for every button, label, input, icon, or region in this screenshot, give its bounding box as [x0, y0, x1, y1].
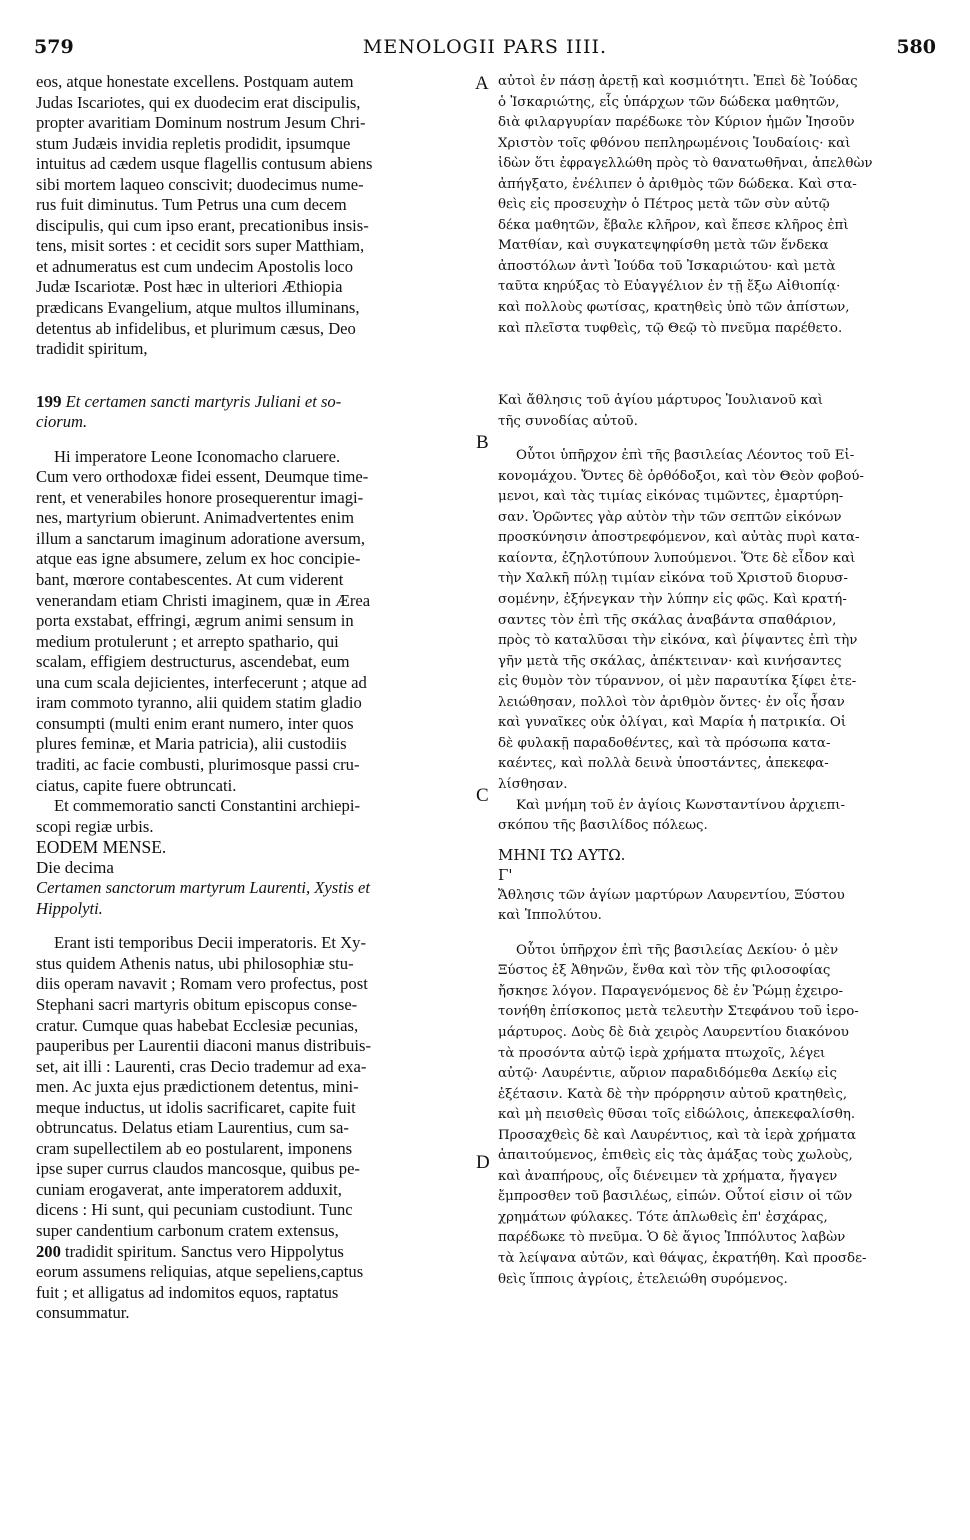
text-line: Οὗτοι ὑπῆρχον ἐπὶ τῆς βασιλείας Λέοντος τοῦ Εἰ-: [516, 448, 855, 464]
text-line: καέντες, καὶ πολλὰ δεινὰ ὑποστάντες, ἀπεκεφα-: [498, 756, 829, 772]
text-line: detentus ab infidelibus, et plurimum cæsus, Deo: [36, 318, 356, 338]
text-line: Ξύστος ἐξ Ἀθηνῶν, ἔνθα καὶ τὸν τῆς φιλοσοφίας: [498, 963, 831, 979]
text-line: ἀπήγξατο, ἐνέλιπεν ὁ ἀριθμὸς τῶν δώδεκα. Καὶ στα-: [498, 176, 857, 192]
text-line: καὶ πλεῖστα τυφθεὶς, τῷ Θεῷ τὸ πνεῦμα παρέθετο.: [498, 320, 843, 336]
running-title: MENOLOGII PARS IIII.: [362, 36, 608, 58]
text-line: ἀποστόλων ἀντὶ Ἰούδα τοῦ Ἰσκαριώτου· καὶ μετὰ: [498, 258, 836, 274]
section-heading: Καὶ ἄθλησις τοῦ ἁγίου μάρτυρος Ἰουλιανοῦ καὶ: [498, 393, 824, 409]
text-line: αὐτῷ· Λαυρέντιε, αὔριον παραδιδόμεθα Δεκίῳ εἰς: [498, 1066, 837, 1082]
text-line: ipse super currus claudos mancosque, quibus pe-: [36, 1159, 360, 1179]
text-line: σομένην, ἐξήνεγκαν τὴν λύπην εἰς φῶς. Καὶ κρατή-: [498, 592, 847, 608]
text-line: τονήθη ἐπίσκοπος μετὰ τελευτὴν Στεφάνου τοῦ ἱερο-: [498, 1004, 859, 1020]
greek-top-paragraph: [498, 72, 936, 339]
text-line: προσκύνησιν ἀποστρεφόμενον, καὶ αὐτὰς πυρὶ κατα-: [498, 530, 860, 546]
greek-laurentius-paragraph: [498, 941, 936, 1290]
section-heading: 199 Et certamen sancti martyris Juliani et so-: [36, 391, 342, 411]
text-line: obtruncatus. Delatus etiam Laurentius, cum sa-: [36, 1118, 349, 1138]
section-heading-cont: ciorum.: [36, 412, 88, 432]
month-heading: ΜΗΝΙ ΤΩ ΑΥΤΩ.: [498, 845, 626, 864]
day-heading: Die decima: [36, 857, 114, 877]
text-line: pauperibus per Laurentii diaconi manus distribuis-: [36, 1036, 372, 1056]
text-line: bant, mœrore contabescentes. At cum viderent: [36, 570, 344, 590]
text-line: una cum scala dejicientes, interfecerunt ; atque ad: [36, 672, 367, 692]
text-line: porta exstabat, effringi, ægrum animi sensum in: [36, 611, 354, 631]
text-line: καὶ γυναῖκες οὐκ ὀλίγαι, καὶ Μαρία ἡ πατρικία. Οἱ: [498, 715, 847, 731]
text-line: καίοντα, ἐζηλοτύπουν λυπούμενοι. Ὅτε δὲ εἶδον καὶ: [498, 550, 856, 566]
margin-marker-b: B: [476, 432, 489, 453]
latin-julian-paragraph: [36, 447, 469, 796]
text-line: δέκα μαθητῶν, ἔβαλε κλῆρον, καὶ ἔπεσε κλῆρος ἐπὶ: [498, 217, 849, 233]
text-line: ὁ Ἰσκαριώτης, εἷς ὑπάρχων τῶν δώδεκα μαθητῶν,: [498, 94, 840, 110]
text-line: ciatus, capite fuere obtruncati.: [36, 775, 237, 795]
text-line: eos, atque honestate excellens. Postquam autem: [36, 72, 354, 91]
text-line: χρημάτων φύλακες. Τότε ἁπλωθεὶς ἐπ' ἐσχάρας,: [498, 1209, 828, 1225]
text-line: scopi regiæ urbis.: [36, 816, 154, 836]
page-header: [34, 36, 936, 62]
text-line: Judæ Iscariotæ. Post hæc in ulteriori Æthiopia: [36, 277, 343, 297]
text-line: μενοι, καὶ τὰς τιμίας εἰκόνας τιμῶντες, ἐμαρτύρη-: [498, 489, 844, 505]
text-line: atque eas igne absumere, zelum ex hoc concipie-: [36, 549, 361, 569]
text-line: τὴν Χαλκῆ πύλῃ τιμίαν εἰκόνα τοῦ Χριστοῦ διορυσ-: [498, 571, 848, 587]
laurentius-heading: Ἄθλησις τῶν ἁγίων μαρτύρων Λαυρεντίου, Ξύστου: [498, 887, 845, 903]
text-line: θεὶς εἰς προσευχὴν ὁ Πέτρος μετὰ τῶν σὺν αὐτῷ: [498, 197, 830, 213]
text-line: cuniam erogaverat, ante imperatorem adduxit,: [36, 1179, 342, 1199]
text-line: meque inductus, ut idolis sacrificaret, capite fuit: [36, 1097, 356, 1117]
text-line: Et commemoratio sancti Constantini archiepi-: [54, 796, 360, 816]
text-line: Καὶ μνήμη τοῦ ἐν ἁγίοις Κωνσταντίνου ἀρχιεπι-: [516, 797, 846, 813]
text-line: 200 tradidit spiritum. Sanctus vero Hippolytus: [36, 1241, 344, 1261]
text-line: rus fuit diminutus. Tum Petrus una cum decem: [36, 195, 347, 215]
text-line: καὶ μὴ πεισθεὶς θῦσαι τοῖς εἰδώλοις, ἀπεκεφαλίσθη.: [498, 1107, 856, 1123]
text-line: men. Ac juxta ejus prædictionem detentus, mini-: [36, 1077, 359, 1097]
text-line: αὐτοὶ ἐν πάσῃ ἀρετῇ καὶ κοσμιότητι. Ἐπεὶ δὲ Ἰούδας: [498, 74, 858, 89]
text-line: παρέδωκε τὸ πνεῦμα. Ὁ δὲ ἅγιος Ἱππόλυτος λαβὼν: [498, 1230, 846, 1246]
text-line: σαν. Ὁρῶντες γὰρ αὐτὸν τὴν τῶν σεπτῶν εἰκόνων: [498, 509, 842, 525]
text-line: γῆν μετὰ τῆς σκάλας, ἀπέκτειναν· καὶ κινήσαντες: [498, 653, 842, 669]
day-heading: Γ': [498, 866, 513, 885]
latin-constantine-paragraph: [36, 796, 469, 837]
text-line: tradidit spiritum,: [36, 339, 148, 359]
text-line: καὶ ἀναπήρους, οἷς διένειμεν τὰ χρήματα, ἤγαγεν: [498, 1168, 838, 1184]
text-line: plures feminæ, et Maria patricia), alii custodiis: [36, 734, 347, 754]
text-line: dicens : Hi sunt, qui pecuniam custodiunt. Tunc: [36, 1200, 353, 1220]
section-heading-cont: τῆς συνοδίας αὐτοῦ.: [498, 413, 638, 429]
text-line: traditi, ac facie combusti, plurimosque passi cru-: [36, 754, 360, 774]
margin-marker-a: A: [475, 73, 489, 94]
text-line: πρὸς τὸ καταλῦσαι τὴν εἰκόνα, καὶ ῥίψαντες ἐπὶ τὴν: [498, 633, 858, 649]
text-line: iram commoto tyranno, alii quidem statim gladio: [36, 693, 362, 713]
text-line: discipulis, qui cum ipso erant, precationibus insis-: [36, 215, 369, 235]
greek-julian-paragraph: [498, 446, 936, 795]
laurentius-heading-cont: Hippolyti.: [36, 898, 103, 918]
text-line: medium protulerunt ; et arrepto spathario, qui: [36, 631, 339, 651]
text-line: Stephani sacri martyris obitum episcopus conse-: [36, 994, 358, 1014]
text-line: consummatur.: [36, 1303, 130, 1323]
text-line: Hi imperatore Leone Iconomacho claruere.: [54, 446, 341, 466]
text-line: eorum assumens reliquias, atque sepeliens,captus: [36, 1262, 364, 1282]
text-line: illum a sanctarum imaginum adoratione aversum,: [36, 528, 366, 548]
text-line: stus quidem Athenis natus, ubi philosophiæ stu-: [36, 953, 354, 973]
text-line: Χριστὸν τοῖς φθόνου πεπληρωμένοις Ἰουδαίοις· καὶ: [498, 135, 851, 151]
text-line: set, ait illi : Laurenti, cras Decio trademur ad exa-: [36, 1056, 367, 1076]
text-line: super candentium carbonum cratem extensus,: [36, 1220, 339, 1240]
text-line: τὰ λείψανα αὐτῶν, καὶ θάψας, ἐκρατήθη. Καὶ προσδε-: [498, 1250, 867, 1266]
text-line: propter avaritiam Dominum nostrum Jesum Chri-: [36, 113, 366, 133]
text-line: Cum vero orthodoxæ fidei essent, Deumque time-: [36, 467, 369, 487]
text-line: fuit ; et alligatus ad indomitos equos, raptatus: [36, 1282, 339, 1302]
text-line: δὲ φυλακῇ παραδοθέντες, καὶ τὰ πρόσωπα κατα-: [498, 735, 831, 751]
latin-top-paragraph: [36, 72, 469, 360]
text-line: tens, misit sortes : et cecidit sors super Matthiam,: [36, 236, 365, 256]
text-line: ἔμπροσθεν τοῦ βασιλέως, εἰπών. Οὗτοί εἰσιν οἱ τῶν: [498, 1189, 853, 1205]
text-line: εἰς θυμὸν τὸν τύραννον, οἱ μὲν παραυτίκα ξίφει ἐτε-: [498, 674, 857, 690]
laurentius-heading-cont: καὶ Ἱππολύτου.: [498, 908, 602, 924]
text-line: διὰ φιλαργυρίαν παρέδωκε τὸν Κύριον ἡμῶν Ἰησοῦν: [498, 115, 855, 131]
text-line: rent, et venerabiles honore prosequerentur imagi-: [36, 487, 364, 507]
text-line: et adnumeratus est cum undecim Apostolis loco: [36, 256, 354, 276]
greek-column: [498, 72, 936, 1290]
text-line: λίσθησαν.: [498, 776, 568, 792]
text-line: μάρτυρος. Δοὺς δὲ διὰ χειρὸς Λαυρεντίου διακόνου: [498, 1024, 849, 1040]
margin-marker-c: C: [476, 785, 489, 806]
text-line: nes, martyrium obierunt. Animadvertentes enim: [36, 508, 354, 528]
text-line: ἤσκησε λόγον. Παραγενόμενος δὲ ἐν Ῥώμῃ ἐχειρο-: [498, 983, 844, 999]
text-line: intuitus ad cædem usque flagellis contusum abiens: [36, 154, 373, 174]
text-line: stum Judæis invidia repletis prodidit, ipsumque: [36, 133, 351, 153]
text-line: ἐξέτασιν. Κατὰ δὲ τὴν πρόρρησιν αὐτοῦ κρατηθεὶς,: [498, 1086, 848, 1102]
text-line: Οὗτοι ὑπῆρχον ἐπὶ τῆς βασιλείας Δεκίου· ὁ μὲν: [516, 942, 839, 958]
text-line: cratur. Cumque quas habebat Ecclesiæ pecunias,: [36, 1015, 359, 1035]
text-line: λειώθησαν, πολλοὶ τὸν ἀριθμὸν ὄντες· ἐν οἷς ἦσαν: [498, 694, 845, 710]
text-line: cram supellectilem ab eo postularent, imponens: [36, 1138, 353, 1158]
text-line: καὶ πολλοὺς φωτίσας, κρατηθεὶς ὑπὸ τῶν ἀπίστων,: [498, 300, 850, 316]
text-line: Προσαχθεὶς δὲ καὶ Λαυρέντιος, καὶ τὰ ἱερὰ χρήματα: [498, 1127, 857, 1143]
text-line: diis operam navavit ; Romam vero profectus, post: [36, 974, 368, 994]
text-line: σκόπου τῆς βασιλίδος πόλεως.: [498, 818, 708, 834]
text-line: ἰδὼν ὅτι ἐφραγελλώθη πρὸς τὸ θανατωθῆναι, ἀπελθὼν: [498, 156, 873, 172]
text-line: θεὶς ἵπποις ἀγρίοις, ἐτελειώθη συρόμενος.: [498, 1271, 788, 1287]
greek-constantine-paragraph: [498, 796, 936, 837]
text-line: Ματθίαν, καὶ συγκατεψηφίσθη μετὰ τῶν ἕνδεκα: [498, 238, 829, 254]
text-line: τὰ προσόντα αὐτῷ ἱερὰ χρήματα πτωχοῖς, λέγει: [498, 1045, 826, 1061]
text-line: consumpti (multi enim erant numero, inter quos: [36, 713, 354, 733]
text-line: ταῦτα κηρύξας τὸ Εὐαγγέλιον ἐν τῇ ἔξω Αἰθιοπίᾳ·: [498, 279, 841, 295]
text-line: σαντες τὸν ἐπὶ τῆς σκάλας ἀναβάντα σπαθάριον,: [498, 612, 837, 628]
text-line: venerandam etiam Christi imaginem, quæ in Ærea: [36, 590, 371, 610]
section-number: 199: [36, 391, 62, 411]
text-line: κονομάχου. Ὄντες δὲ ὀρθόδοξοι, καὶ τὸν Θεὸν φοβού-: [498, 468, 864, 484]
text-line: ἀπαιτούμενος, ἐπιθεὶς εἰς τὰς ἁμάξας τοὺς χωλοὺς,: [498, 1148, 853, 1164]
text-line: sibi mortem laqueo conscivit; duodecimus nume-: [36, 174, 364, 194]
latin-laurentius-paragraph: [36, 933, 469, 1323]
text-line: Judas Iscariotes, qui ex duodecim erat discipulis,: [36, 92, 361, 112]
margin-marker-d: D: [476, 1152, 490, 1173]
section-number: 200: [36, 1241, 61, 1261]
laurentius-heading: Certamen sanctorum martyrum Laurenti, Xystis et: [36, 878, 371, 898]
text-line: Erant isti temporibus Decii imperatoris. Et Xy-: [54, 933, 366, 953]
text-line: prædicans Evangelium, atque multos illuminans,: [36, 298, 360, 318]
month-heading: EODEM MENSE.: [36, 837, 167, 858]
latin-column: [36, 72, 469, 1324]
right-page-number: 580: [896, 36, 936, 58]
left-page-number: 579: [34, 36, 74, 58]
text-line: scalam, effigiem destructurus, ascendebat, eum: [36, 652, 350, 672]
